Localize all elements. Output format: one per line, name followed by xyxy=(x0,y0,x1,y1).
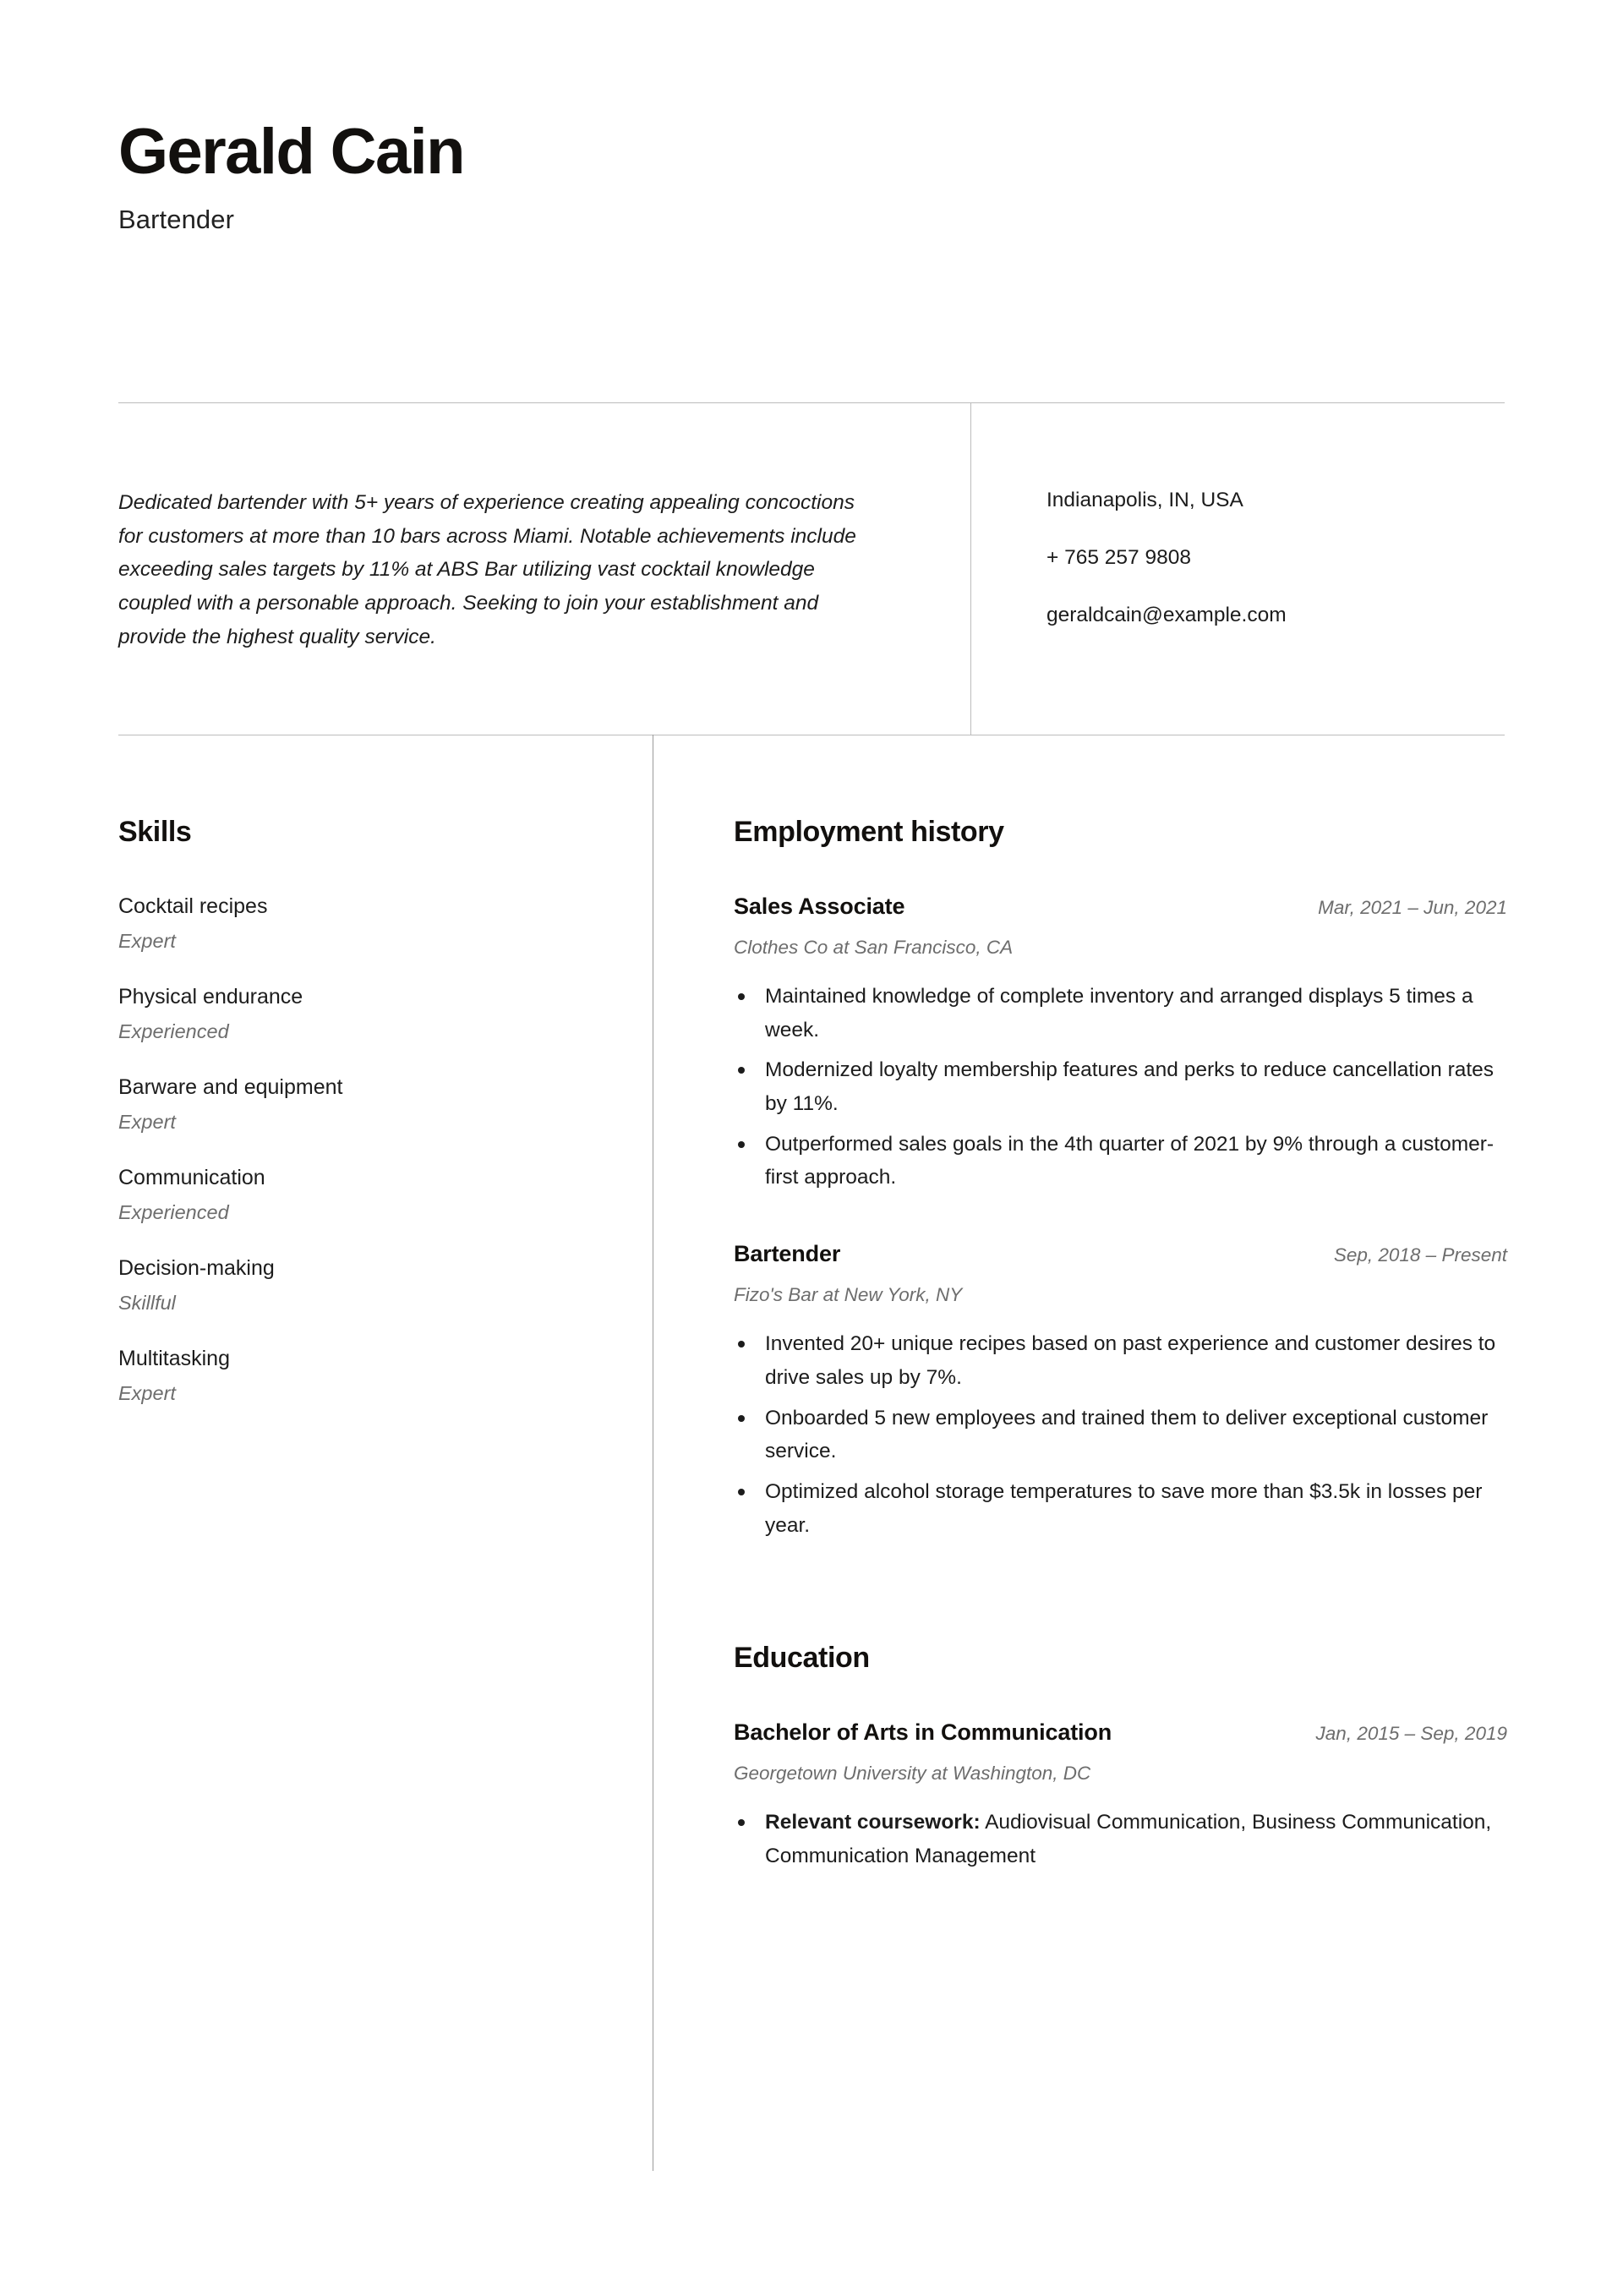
contact-location: Indianapolis, IN, USA xyxy=(1046,489,1243,511)
entry-title: Bartender xyxy=(734,1241,841,1267)
section-spacer xyxy=(734,1588,1507,1642)
skill-item xyxy=(118,1164,600,1225)
skill-item xyxy=(118,1345,600,1406)
entry-subtitle: Clothes Co at San Francisco, CA xyxy=(734,936,1014,958)
skill-level: Skillful xyxy=(118,1291,176,1314)
list-item: Maintained knowledge of complete inventory and arranged displays 5 times a week. xyxy=(734,980,1507,1047)
entry-dates: Sep, 2018 – Present xyxy=(1333,1244,1507,1266)
header-divider xyxy=(118,402,1505,403)
list-item: Invented 20+ unique recipes based on past experience and customer desires to drive sales up by 7%. xyxy=(734,1327,1507,1394)
contact-email: geraldcain@example.com xyxy=(1046,604,1287,627)
list-item: Modernized loyalty membership features and perks to reduce cancellation rates by 11%. xyxy=(734,1053,1507,1120)
entry-header xyxy=(734,893,1507,921)
skill-name: Multitasking xyxy=(118,1347,230,1371)
coursework-text: Audiovisual Communication, Business Communication, Communication Management xyxy=(765,1811,1492,1867)
contact-vertical-divider xyxy=(970,402,971,735)
skill-name: Physical endurance xyxy=(118,985,303,1009)
skill-level: Expert xyxy=(118,1110,176,1133)
list-item: Optimized alcohol storage temperatures to save more than $3.5k in losses per year. xyxy=(734,1475,1507,1542)
employment-entry xyxy=(734,1240,1507,1542)
professional-summary: Dedicated bartender with 5+ years of experience creating appealing concoctions for customers at more than 10 bars across Miami. Notable achievements include exceeding sales targets by 11% at ABS Bar utilizing vast cocktail knowledge coupled with a personable approach. Seeking to join your establishment and provide the highest quality service. xyxy=(118,491,856,648)
entry-header xyxy=(734,1719,1507,1747)
contact-phone: + 765 257 9808 xyxy=(1046,546,1191,570)
education-entry xyxy=(734,1719,1507,1872)
skill-item xyxy=(118,893,600,954)
entry-dates: Jan, 2015 – Sep, 2019 xyxy=(1315,1723,1507,1745)
skills-heading: Skills xyxy=(118,816,192,848)
entry-dates: Mar, 2021 – Jun, 2021 xyxy=(1318,897,1507,918)
list-item: Outperformed sales goals in the 4th quarter of 2021 by 9% through a customer-first approach. xyxy=(734,1128,1507,1194)
skill-name: Barware and equipment xyxy=(118,1075,343,1100)
employment-history-heading: Employment history xyxy=(734,816,1004,848)
job-title: Bartender xyxy=(118,204,235,234)
employment-entry xyxy=(734,893,1507,1194)
contact-details xyxy=(1046,486,1507,629)
list-item xyxy=(734,1806,1507,1872)
skill-level: Expert xyxy=(118,1381,176,1404)
entry-header xyxy=(734,1240,1507,1269)
page-title: Gerald Cain xyxy=(118,116,464,188)
coursework-label: Relevant coursework: xyxy=(765,1811,981,1834)
list-item: Onboarded 5 new employees and trained them to deliver exceptional customer service. xyxy=(734,1402,1507,1468)
skill-item xyxy=(118,1074,600,1134)
sidebar-column xyxy=(118,816,600,1406)
skill-name: Decision-making xyxy=(118,1256,275,1281)
skill-level: Experienced xyxy=(118,1200,229,1223)
skill-name: Communication xyxy=(118,1166,265,1190)
entry-bullet-list xyxy=(734,980,1507,1194)
main-column xyxy=(734,816,1507,1873)
entry-subtitle: Fizo's Bar at New York, NY xyxy=(734,1283,963,1305)
entry-subtitle: Georgetown University at Washington, DC xyxy=(734,1763,1091,1784)
skill-item xyxy=(118,983,600,1044)
education-heading: Education xyxy=(734,1642,870,1675)
skill-item xyxy=(118,1255,600,1315)
resume-header xyxy=(118,118,1505,235)
entry-bullet-list xyxy=(734,1327,1507,1542)
entry-title: Sales Associate xyxy=(734,894,905,919)
entry-bullet-list xyxy=(734,1806,1507,1872)
entry-title: Bachelor of Arts in Communication xyxy=(734,1719,1112,1746)
skill-name: Cocktail recipes xyxy=(118,894,268,918)
skill-level: Expert xyxy=(118,929,176,952)
skill-level: Experienced xyxy=(118,1020,229,1042)
